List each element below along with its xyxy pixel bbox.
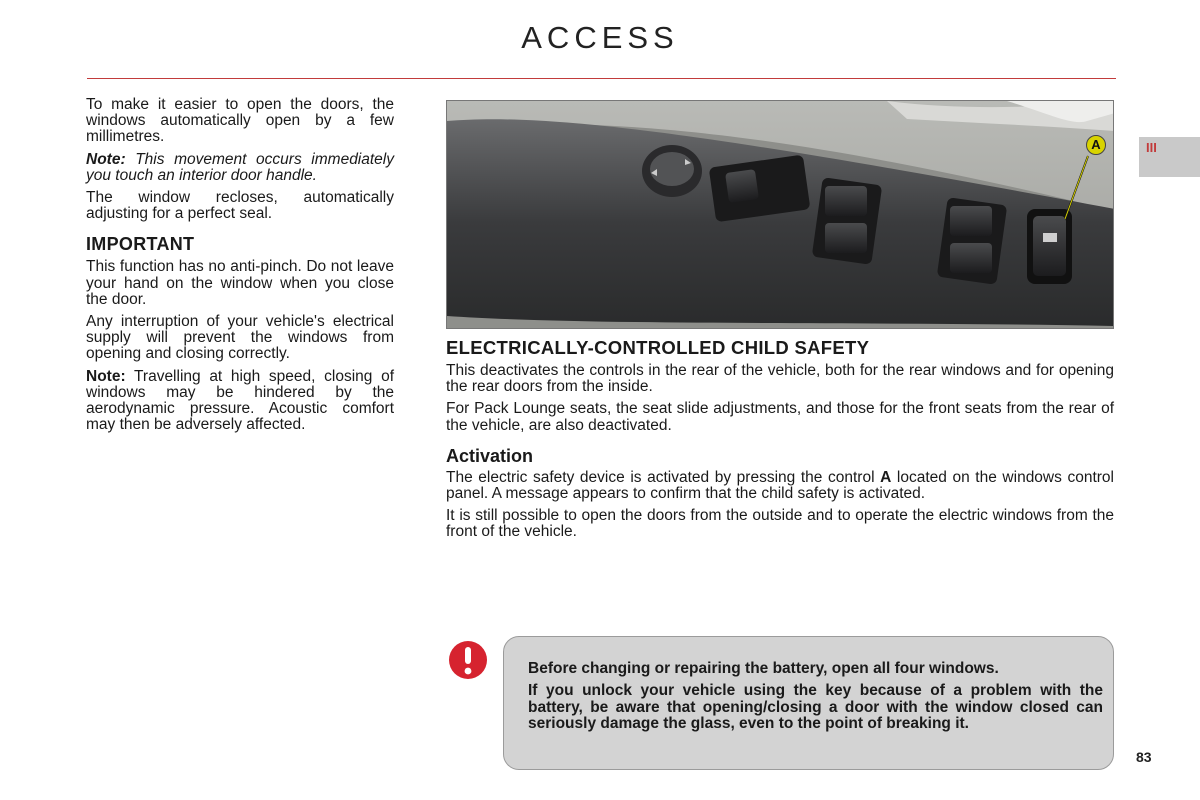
chapter-tab bbox=[1139, 137, 1200, 177]
activation-text: The electric safety device is activated by pressing the control bbox=[446, 468, 881, 486]
interruption-paragraph: Any interruption of your vehicle's electrical supply will prevent the windows from opening and closing correctly. bbox=[86, 313, 394, 363]
outside-operation-paragraph: It is still possible to open the doors from the outside and to operate the electric windows from the front of the vehicle. bbox=[446, 507, 1114, 541]
exclamation-icon bbox=[448, 640, 488, 680]
left-column bbox=[86, 97, 394, 439]
title-divider bbox=[87, 78, 1116, 79]
right-column bbox=[446, 337, 1114, 547]
window-control-panel-image bbox=[446, 100, 1114, 329]
note-text: Travelling at high speed, closing of windows may be hindered by the aerodynamic pressure. Acoustic comfort may then be adversely affected. bbox=[86, 367, 394, 434]
pack-lounge-paragraph: For Pack Lounge seats, the seat slide adjustments, and those for the front seats from the rear of the vehicle, are also deactivated. bbox=[446, 400, 1114, 434]
anti-pinch-paragraph: This function has no anti-pinch. Do not leave your hand on the window when you close the door. bbox=[86, 258, 394, 308]
note-label: Note: bbox=[86, 367, 126, 385]
child-safety-heading: ELECTRICALLY-CONTROLLED CHILD SAFETY bbox=[446, 337, 870, 358]
auto-open-paragraph: To make it easier to open the doors, the windows automatically open by a few millimetres. bbox=[86, 96, 394, 146]
note-paragraph-1 bbox=[86, 152, 394, 184]
reclose-paragraph: The window recloses, automatically adjusting for a perfect seal. bbox=[86, 189, 394, 223]
chapter-number: III bbox=[1146, 140, 1157, 155]
activation-text-end: located on the windows control panel. A message appears to confirm that the child safety is activated. bbox=[446, 468, 1114, 503]
child-safety-switch bbox=[1027, 209, 1072, 284]
callout-a-label: A bbox=[1086, 135, 1106, 155]
page-title: ACCESS bbox=[521, 20, 679, 55]
note-text: This movement occurs immediately you touch an interior door handle. bbox=[86, 150, 394, 184]
deactivation-paragraph: This deactivates the controls in the rear of the vehicle, both for the rear windows and for opening the rear doors from the inside. bbox=[446, 362, 1114, 396]
mirror-control bbox=[642, 145, 702, 197]
warning-battery-text: Before changing or repairing the battery, open all four windows. bbox=[528, 660, 999, 677]
note-label: Note: bbox=[86, 150, 126, 168]
important-heading: IMPORTANT bbox=[86, 234, 195, 255]
control-a-ref: A bbox=[880, 468, 892, 486]
note-paragraph-2 bbox=[86, 369, 394, 434]
door-panel-illustration bbox=[447, 101, 1114, 329]
warning-box bbox=[503, 636, 1114, 770]
warning-glass-text: If you unlock your vehicle using the key because of a problem with the battery, be aware that opening/closing a door with the window closed can seriously damage the glass, even to the point of breaking it. bbox=[528, 682, 1103, 732]
activation-paragraph bbox=[446, 470, 1114, 502]
activation-heading: Activation bbox=[446, 445, 534, 466]
page-number: 83 bbox=[1136, 749, 1152, 765]
